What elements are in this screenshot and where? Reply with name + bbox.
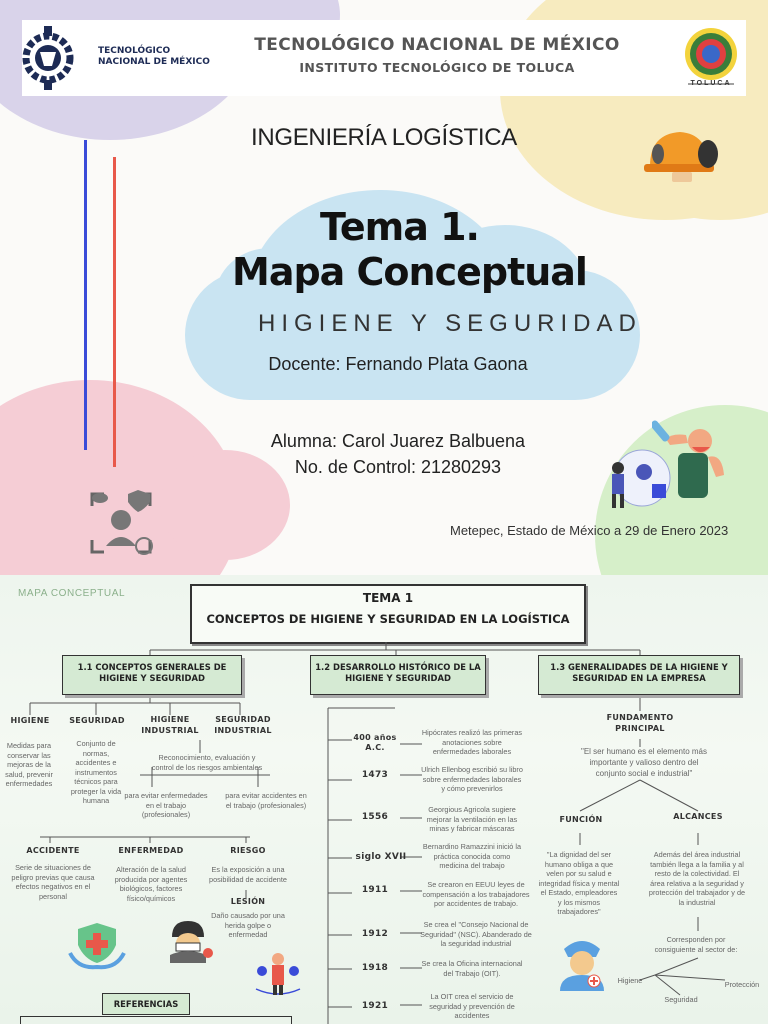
concept-lesion: LESIÓN (230, 897, 266, 906)
concept-seguridad: SEGURIDAD (69, 716, 125, 725)
timeline-year: 1473 (361, 770, 389, 780)
section-1-title: 1.1 CONCEPTOS GENERALES DE HIGIENE Y SEGURIDAD (77, 662, 227, 683)
enfermedad-definition: Alteración de la salud producida por agentes biológicos, factores físico/químicos (114, 865, 188, 903)
referencias-outline (20, 1016, 292, 1024)
nurse-icon (556, 935, 608, 991)
topic-line-1: Tema 1. (320, 205, 479, 249)
toluca-logo-text: TOLUCA (690, 80, 732, 87)
lesion-definition: Daño causado por una herida golpe o enfermedad (211, 911, 285, 939)
concept-riesgo: RIESGO (230, 846, 266, 855)
map-title-line-1: TEMA 1 (362, 591, 414, 605)
timeline-year: siglo XVII (355, 852, 407, 862)
concept-funcion: FUNCIÓN (559, 815, 603, 824)
people-network-icon (252, 951, 304, 997)
concept-enfermedad: ENFERMEDAD (118, 846, 184, 855)
concept-fundamento: FUNDAMENTO PRINCIPAL (606, 713, 674, 733)
teacher-name: Docente: Fernando Plata Gaona (268, 354, 528, 374)
referencias-box (102, 993, 190, 1015)
seguridad-definition: Conjunto de normas, accidentes e instrumentos técnicos para proteger la vida humana (70, 739, 122, 805)
riesgo-definition: Es la exposición a una posibilidad de accidente (209, 865, 287, 884)
timeline-year: 1556 (361, 812, 389, 822)
map-title-line-2: CONCEPTOS DE HIGIENE Y SEGURIDAD EN LA LOGÍSTICA (206, 612, 570, 626)
tecnm-logo-text: TECNOLÓGICO NACIONAL DE MÉXICO (98, 46, 210, 67)
referencias-label: REFERENCIAS (113, 999, 179, 1009)
section-1-box (62, 655, 242, 695)
timeline-year: 1912 (361, 929, 389, 939)
timeline-text: Georgious Agricola sugiere mejorar la ventilación en las minas y fabricar máscaras (426, 805, 518, 833)
sector-proteccion: Protección (724, 980, 760, 989)
student-name: Alumna: Carol Juarez Balbuena (270, 431, 526, 451)
timeline-text: Bernardino Ramazzini inició la práctica conocida como medicina del trabajo (422, 842, 522, 870)
alcances-text: Además del área industrial también llega a la familia y al resto de la colectividad. El área relativa a la seguridad y protección del trabajador y de la industrial (648, 850, 746, 907)
concept-map-page (0, 575, 768, 1024)
timeline-text: Se crea la Oficina internacional del Trabajo (OIT). (421, 959, 523, 978)
evitar-accidentes-text: para evitar accidentes en el trabajo (profesionales) (225, 791, 307, 810)
concept-higiene-industrial: HIGIENE INDUSTRIAL (141, 715, 199, 735)
accidente-definition: Serie de situaciones de peligro previas que causa efectos negativos en el personal (11, 863, 95, 901)
tecnm-logo-icon (22, 22, 74, 94)
blue-vertical-line (84, 140, 87, 450)
timeline-text: La OIT crea el servicio de seguridad y prevención de accidentes (429, 992, 515, 1020)
safety-helmet-icon (636, 122, 726, 187)
sector-higiene: Higiene (617, 976, 643, 985)
protective-mask-worker-icon (162, 919, 216, 963)
timeline-year: 1911 (361, 885, 389, 895)
evitar-enfermedades-text: para evitar enfermedades en el trabajo (profesionales) (124, 791, 208, 819)
place-date: Metepec, Estado de México a 29 de Enero 2023 (450, 523, 729, 538)
funcion-text: "La dignidad del ser humano obliga a que velen por su salud e integridad física y mental el Estado, empleadores y los mismos trabajadores" (538, 850, 620, 916)
header-subtitle: INSTITUTO TECNOLÓGICO DE TOLUCA (299, 60, 575, 75)
timeline-year: 1921 (361, 1001, 389, 1011)
concept-accidente: ACCIDENTE (26, 846, 80, 855)
timeline-year: 400 años A.C. (353, 733, 397, 752)
concept-higiene: HIGIENE (10, 716, 50, 725)
timeline-text: Ulrich Ellenbog escribió su libro sobre enfermedades laborales y cómo prevenirlos (421, 765, 523, 793)
red-vertical-line (113, 157, 116, 467)
subject-title: HIGIENE Y SEGURIDAD (258, 310, 642, 337)
section-2-box (310, 655, 486, 695)
section-3-box (538, 655, 740, 695)
concept-seguridad-industrial: SEGURIDAD INDUSTRIAL (214, 715, 272, 735)
sector-seguridad: Seguridad (664, 995, 698, 1004)
fundamento-text: "El ser humano es el elemento más importante y valioso dentro del conjunto social e industrial" (580, 747, 707, 778)
drinking-man-illustration (652, 413, 738, 498)
higiene-definition: Medidas para conservar las mejoras de la salud, prevenir enfermedades (5, 741, 53, 788)
map-corner-label: MAPA CONCEPTUAL (18, 588, 126, 599)
timeline-year: 1918 (361, 963, 389, 973)
timeline-text: Se crea el "Consejo Nacional de Seguridad" (NSC). Abanderado de la seguridad industrial (420, 920, 532, 948)
career-title: INGENIERÍA LOGÍSTICA (250, 124, 518, 151)
health-care-icon (68, 919, 126, 971)
industrial-definition: Reconocimiento, evaluación y control de los riesgos ambientales (151, 753, 263, 772)
timeline-text: Se crearon en EEUU leyes de compensación a los trabajadores por accidentes de trabajo. (422, 880, 530, 908)
concept-alcances: ALCANCES (673, 812, 723, 821)
header-title: TECNOLÓGICO NACIONAL DE MÉXICO (254, 35, 620, 55)
section-2-title: 1.2 DESARROLLO HISTÓRICO DE LA HIGIENE Y SEGURIDAD (315, 662, 481, 683)
biometric-protection-icon (84, 486, 158, 560)
timeline-text: Hipócrates realizó las primeras anotaciones sobre enfermedades laborales (421, 728, 523, 756)
header-banner (22, 20, 746, 96)
topic-line-2: Mapa Conceptual (232, 250, 587, 294)
section-3-title: 1.3 GENERALIDADES DE LA HIGIENE Y SEGURIDAD EN LA EMPRESA (550, 662, 728, 683)
corresponden-text: Corresponden por consiguiente al sector de: (654, 935, 738, 954)
control-number: No. de Control: 21280293 (294, 457, 502, 477)
